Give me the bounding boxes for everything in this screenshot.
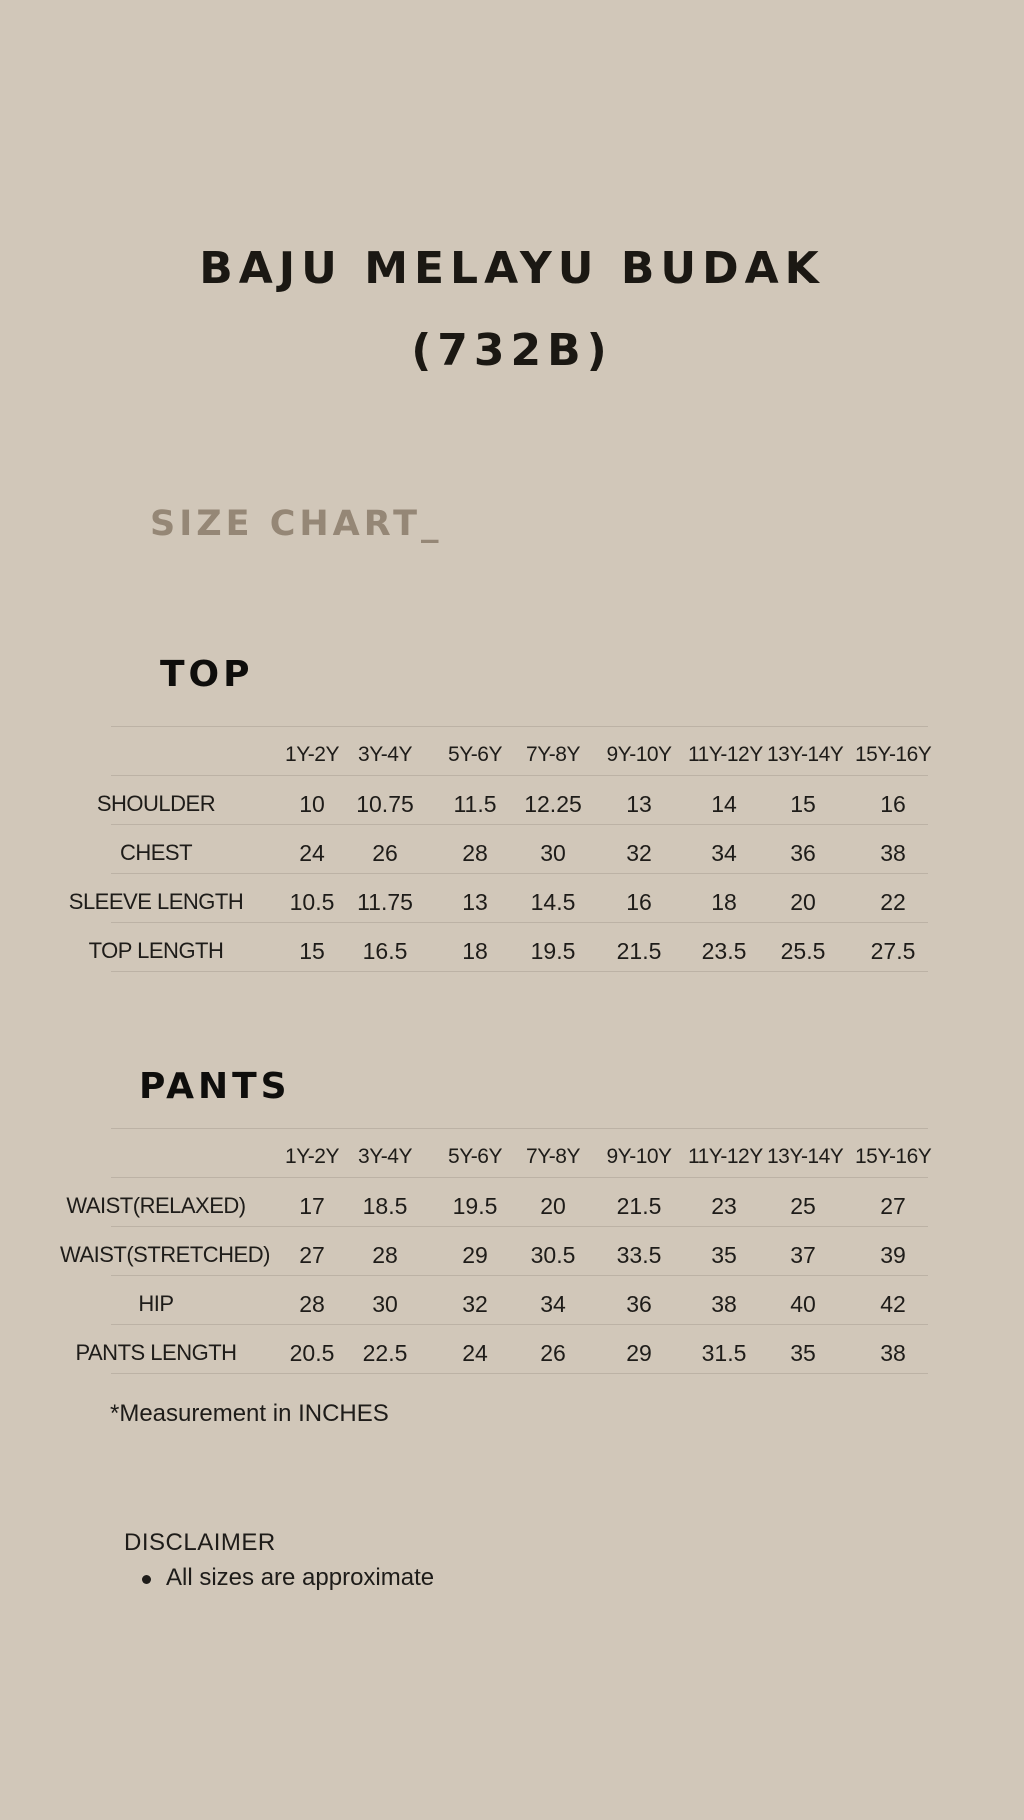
table-cell: 15	[299, 938, 325, 964]
table-cell: 39	[880, 1242, 906, 1268]
table-cell: 28	[372, 1242, 398, 1268]
table-cell: 36	[626, 1291, 652, 1317]
table-cell: 10.5	[289, 889, 335, 915]
table-cell: 16	[880, 791, 906, 817]
table-cell: 38	[711, 1291, 737, 1317]
title-line-2: (732B)	[411, 325, 613, 376]
pants-section-heading: PANTS	[139, 1066, 291, 1107]
table-cell: 36	[790, 840, 816, 866]
list-item	[140, 1564, 434, 1592]
table-cell: 21.5	[616, 1193, 662, 1219]
table-row	[111, 824, 928, 873]
table-cell: 30	[540, 840, 566, 866]
table-cell: 18	[462, 938, 488, 964]
table-row	[60, 1226, 928, 1275]
table-cell: 20	[540, 1193, 566, 1219]
table-cell: 23.5	[701, 938, 747, 964]
table-cell: 18.5	[362, 1193, 408, 1219]
table-cell: 35	[790, 1340, 816, 1366]
table-cell: 40	[790, 1291, 816, 1317]
table-cell: 38	[880, 840, 906, 866]
size-header: 15Y-16Y	[855, 1145, 932, 1168]
table-cell: 13	[626, 791, 652, 817]
table-cell: 22	[880, 889, 906, 915]
table-cell: 25	[790, 1193, 816, 1219]
row-label: CHEST	[119, 840, 193, 865]
table-cell: 31.5	[701, 1340, 747, 1366]
table-cell: 11.5	[453, 791, 497, 817]
table-cell: 10	[299, 791, 325, 817]
table-cell: 35	[711, 1242, 737, 1268]
pants-size-table	[60, 1128, 932, 1374]
table-cell: 33.5	[616, 1242, 662, 1268]
table-row	[88, 922, 928, 972]
table-cell: 27	[880, 1193, 906, 1219]
table-cell: 12.25	[524, 791, 582, 817]
table-cell: 20.5	[289, 1340, 335, 1366]
table-cell: 29	[626, 1340, 652, 1366]
row-label: PANTS LENGTH	[75, 1340, 237, 1365]
size-chart-subtitle: SIZE CHART_	[150, 504, 443, 544]
table-cell: 27	[299, 1242, 325, 1268]
table-cell: 30	[372, 1291, 398, 1317]
size-header: 7Y-8Y	[526, 743, 580, 766]
table-cell: 28	[462, 840, 488, 866]
table-cell: 16.5	[362, 938, 408, 964]
table-row	[75, 1324, 928, 1374]
table-header-row	[111, 726, 932, 775]
table-cell: 13	[462, 889, 488, 915]
table-cell: 37	[790, 1242, 816, 1268]
table-cell: 24	[462, 1340, 488, 1366]
disclaimer-list	[140, 1564, 434, 1592]
table-cell: 10.75	[356, 791, 414, 817]
table-cell: 28	[299, 1291, 325, 1317]
size-header: 3Y-4Y	[358, 1145, 412, 1168]
row-label: SHOULDER	[96, 791, 216, 816]
table-cell: 38	[880, 1340, 906, 1366]
table-cell: 14.5	[530, 889, 576, 915]
top-section-heading: TOP	[160, 654, 254, 695]
table-row	[66, 1177, 928, 1226]
table-cell: 42	[880, 1291, 906, 1317]
table-cell: 17	[299, 1193, 325, 1219]
table-cell: 20	[790, 889, 816, 915]
table-cell: 15	[790, 791, 816, 817]
table-cell: 22.5	[362, 1340, 408, 1366]
table-cell: 32	[626, 840, 652, 866]
table-cell: 34	[540, 1291, 566, 1317]
bullet-icon	[142, 1575, 151, 1584]
table-cell: 23	[711, 1193, 737, 1219]
table-cell: 19.5	[530, 938, 576, 964]
table-cell: 16	[626, 889, 652, 915]
table-cell: 11.75	[357, 889, 413, 915]
table-cell: 26	[372, 840, 398, 866]
title-line-1: BAJU MELAYU BUDAK	[199, 243, 825, 294]
size-header: 3Y-4Y	[358, 743, 412, 766]
row-label: WAIST(STRETCHED)	[60, 1242, 270, 1267]
row-label: SLEEVE LENGTH	[68, 889, 244, 914]
disclaimer-item-text: All sizes are approximate	[166, 1564, 435, 1591]
table-cell: 18	[711, 889, 737, 915]
disclaimer-title: DISCLAIMER	[124, 1529, 276, 1556]
table-cell: 29	[462, 1242, 488, 1268]
size-header: 15Y-16Y	[855, 743, 932, 766]
size-header: 11Y-12Y	[688, 1145, 763, 1168]
table-row	[68, 873, 928, 922]
row-label: WAIST(RELAXED)	[66, 1193, 246, 1218]
table-cell: 25.5	[780, 938, 826, 964]
table-cell: 32	[462, 1291, 488, 1317]
size-header: 11Y-12Y	[688, 743, 763, 766]
table-cell: 26	[540, 1340, 566, 1366]
size-header: 13Y-14Y	[767, 743, 844, 766]
size-header: 7Y-8Y	[526, 1145, 580, 1168]
table-row	[111, 1275, 928, 1324]
table-cell: 14	[711, 791, 737, 817]
table-cell: 19.5	[452, 1193, 498, 1219]
size-header: 1Y-2Y	[285, 743, 339, 766]
table-cell: 27.5	[870, 938, 916, 964]
size-header: 5Y-6Y	[448, 743, 502, 766]
size-header: 1Y-2Y	[285, 1145, 339, 1168]
size-header: 9Y-10Y	[606, 743, 672, 766]
size-header: 5Y-6Y	[448, 1145, 502, 1168]
page-title	[0, 228, 1024, 392]
size-header: 9Y-10Y	[606, 1145, 672, 1168]
table-header-row	[111, 1128, 932, 1177]
table-cell: 34	[711, 840, 737, 866]
top-size-table	[68, 726, 932, 972]
table-cell: 30.5	[530, 1242, 576, 1268]
table-row	[96, 775, 928, 824]
table-cell: 24	[299, 840, 325, 866]
measurement-note: *Measurement in INCHES	[110, 1400, 389, 1427]
size-header: 13Y-14Y	[767, 1145, 844, 1168]
table-cell: 21.5	[616, 938, 662, 964]
row-label: HIP	[138, 1291, 174, 1316]
row-label: TOP LENGTH	[88, 938, 224, 963]
